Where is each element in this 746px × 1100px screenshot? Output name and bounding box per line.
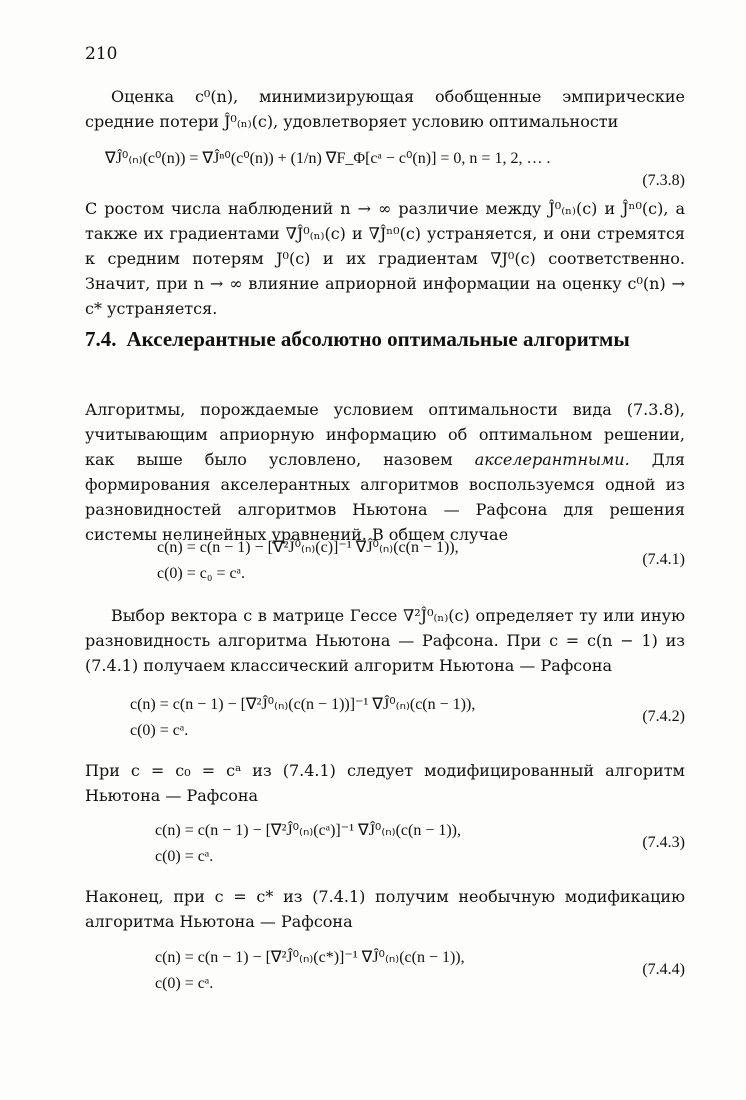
equation-7-4-4 bbox=[85, 947, 685, 999]
paragraph-modified-algorithm: При c = c₀ = cᵃ из (7.4.1) следует модифицированный алгоритм Ньютона — Рафсона bbox=[85, 761, 685, 805]
section-title: Акселерантные абсолютно оптимальные алгоритмы bbox=[126, 327, 630, 351]
paragraph-text-end: Для формирования акселерантных алгоритмов воспользуемся одной из разновидностей алгоритмов Ньютона — Рафсона для решения системы нелинейных уравнений. В общем случае bbox=[85, 450, 685, 544]
equation-line-1: c(n) = c(n − 1) − [∇²Ĵ⁰₍ₙ₎(c(n − 1))]⁻¹ ∇Ĵ⁰₍ₙ₎(c(n − 1)), bbox=[130, 696, 476, 713]
equation-line-2: c(0) = c₀ = cᵃ. bbox=[157, 565, 245, 582]
equation-line-1: c(n) = c(n − 1) − [∇²Ĵ⁰₍ₙ₎(c)]⁻¹ ∇Ĵ⁰₍ₙ₎(c(n − 1)), bbox=[157, 539, 459, 556]
equation-line-1: c(n) = c(n − 1) − [∇²Ĵ⁰₍ₙ₎(c*)]⁻¹ ∇Ĵ⁰₍ₙ₎(c(n − 1)), bbox=[155, 949, 465, 966]
equation-formula: ∇Ĵ⁰₍ₙ₎(c⁰(n)) = ∇Ĵⁿ⁰(c⁰(n)) + (1/n) ∇F_Φ[cᵃ − c⁰(n)] = 0, n = 1, 2, … . bbox=[105, 150, 551, 167]
paragraph-unusual-modification: Наконец, при c = c* из (7.4.1) получим необычную модификацию алгоритма Ньютона — Рафсона bbox=[85, 887, 685, 931]
paragraph-text-start: Алгоритмы, порождаемые условием оптимальности вида (7.3.8), учитывающим априорную информацию об оптимальном решении, как выше было условлено, назовем bbox=[85, 400, 685, 469]
equation-line-2: c(0) = cᵃ. bbox=[155, 848, 214, 865]
paragraph-accelerant-definition bbox=[85, 397, 685, 547]
equation-number: (7.4.2) bbox=[642, 708, 685, 725]
equation-number: (7.3.8) bbox=[642, 172, 685, 189]
page-number: 210 bbox=[85, 44, 118, 64]
equation-line-1: c(n) = c(n − 1) − [∇²Ĵ⁰₍ₙ₎(cᵃ)]⁻¹ ∇Ĵ⁰₍ₙ₎(c(n − 1)), bbox=[155, 822, 462, 839]
equation-line-2: c(0) = cᵃ. bbox=[130, 722, 189, 739]
equation-7-4-3 bbox=[85, 820, 685, 872]
section-heading bbox=[85, 326, 685, 353]
equation-number: (7.4.4) bbox=[642, 961, 685, 978]
equation-line-2: c(0) = cᵃ. bbox=[155, 975, 214, 992]
section-number: 7.4. bbox=[85, 327, 117, 351]
equation-7-4-2 bbox=[85, 694, 685, 746]
equation-number: (7.4.1) bbox=[642, 551, 685, 568]
paragraph-convergence: С ростом числа наблюдений n → ∞ различие между Ĵ⁰₍ₙ₎(c) и Ĵⁿ⁰(c), а также их градиентами ∇Ĵ⁰₍ₙ₎(c) и ∇Ĵⁿ⁰(c) устраняется, и они стремятся к средним потерям J⁰(c) и их градиентам ∇J⁰(c) соответственно. Значит, при n → ∞ влияние априорной информации на оценку c⁰(n) → c* устраняется. bbox=[85, 199, 685, 318]
emphasized-term: акселерантными. bbox=[474, 450, 630, 469]
equation-7-3-8 bbox=[85, 148, 685, 194]
equation-number: (7.4.3) bbox=[642, 834, 685, 851]
paragraph-hessian-choice: Выбор вектора c в матрице Гессе ∇²Ĵ⁰₍ₙ₎(c) определяет ту или иную разновидность алгоритма Ньютона — Рафсона. При c = c(n − 1) из (7.4.1) получаем классический алгоритм Ньютона — Рафсона bbox=[85, 606, 685, 675]
paragraph-optimality-condition: Оценка c⁰(n), минимизирующая обобщенные эмпирические средние потери Ĵ⁰₍ₙ₎(c), удовлетворяет условию оптимальности bbox=[85, 87, 685, 131]
equation-7-4-1 bbox=[85, 537, 685, 589]
